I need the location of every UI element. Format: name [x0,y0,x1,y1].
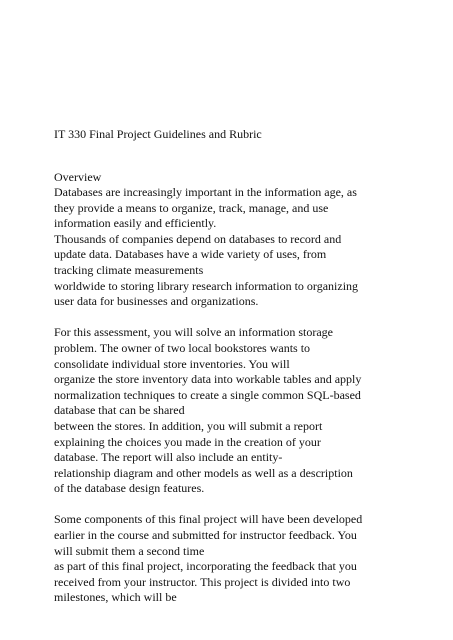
text-line: organize the store inventory data into workable tables and apply [54,372,362,387]
document-title: IT 330 Final Project Guidelines and Rubric [54,127,262,141]
text-line: received from your instructor. This project is divided into two [54,574,351,589]
text-line: as part of this final project, incorporating the feedback that you [54,559,357,574]
text-line: database that can be shared [54,403,185,418]
text-line: user data for businesses and organizations. [54,294,259,309]
text-line: relationship diagram and other models as well as a description [54,465,353,480]
paragraph-break [54,310,449,326]
paragraph-break [54,497,449,513]
text-line: update data. Databases have a wide variety of uses, from [54,247,327,262]
text-line: problem. The owner of two local bookstores wants to [54,340,311,355]
text-line: Databases are increasingly important in the information age, as [54,185,357,199]
text-line: explaining the choices you made in the creation of your [54,434,321,449]
text-line: of the database design features. [54,481,205,496]
text-line: tracking climate measurements [54,262,204,277]
text-line: Thousands of companies depend on databases to record and [54,231,342,246]
text-line: database. The report will also include an entity- [54,450,283,465]
text-line: For this assessment, you will solve an information storage [54,325,333,340]
text-line: worldwide to storing library research information to organizing [54,278,359,293]
text-line: they provide a means to organize, track, manage, and use [54,200,329,215]
text-line: between the stores. In addition, you will submit a report [54,418,323,433]
text-line: Some components of this final project will have been developed [54,512,363,527]
text-line: earlier in the course and submitted for instructor feedback. You [54,528,357,543]
text-line: will submit them a second time [54,543,205,558]
text-line: information easily and efficiently. [54,216,217,231]
text-line: milestones, which will be [54,590,177,605]
body-text [54,185,449,606]
section-heading-overview: Overview [54,170,102,184]
text-line: normalization techniques to create a single common SQL-based [54,387,361,402]
text-line: consolidate individual store inventories. You will [54,356,290,371]
